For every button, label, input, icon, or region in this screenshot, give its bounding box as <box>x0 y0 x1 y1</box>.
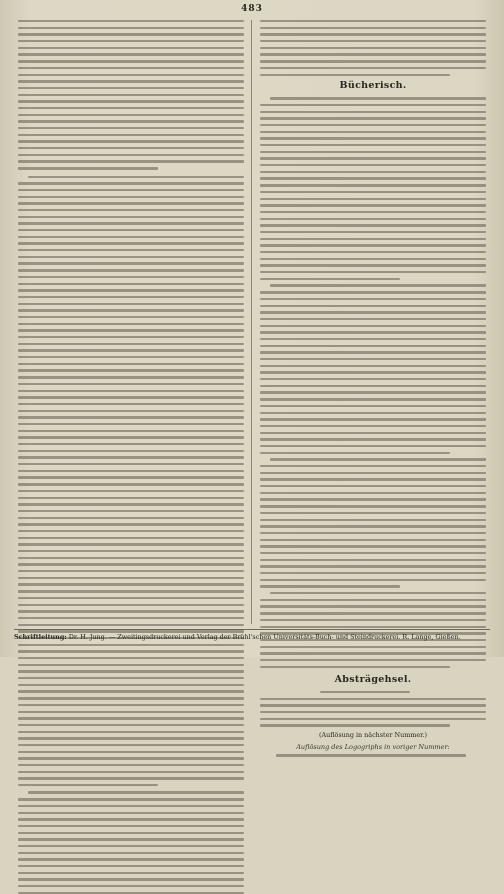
section-heading-raetsel: Absträgehsel. <box>334 674 412 686</box>
article-top-continuation-right <box>260 20 486 76</box>
article-middle <box>18 176 244 787</box>
footer-rule <box>14 629 490 630</box>
page-number: 483 <box>241 4 263 14</box>
book-review-2 <box>260 284 486 454</box>
column-divider <box>251 20 252 624</box>
book-review-3 <box>260 458 486 587</box>
book-review-1 <box>260 97 486 280</box>
footer-text: Dr. H. Jung. — Zweitingsdruckerei und Verlag der Brühl'schen Universitäts-Buch- und Steindruckerei. R. Lange, Gießen. <box>68 633 461 641</box>
footer-editor-label: Schriftleitung: <box>14 633 67 641</box>
book-review-4 <box>260 592 486 668</box>
puzzle-solution-note: (Auflösung in nächster Nummer.) <box>319 731 427 740</box>
article-top-continuation <box>18 20 244 170</box>
section-heading-buecher: Bücherisch. <box>339 80 407 92</box>
puzzle-text <box>260 691 486 727</box>
previous-solution-lead: Auflösung des Logogriphs in voriger Nummer: <box>296 743 450 752</box>
previous-solution-text <box>260 754 486 756</box>
imprint-footer <box>14 632 490 642</box>
article-bottom <box>18 791 244 894</box>
left-column <box>18 20 244 624</box>
